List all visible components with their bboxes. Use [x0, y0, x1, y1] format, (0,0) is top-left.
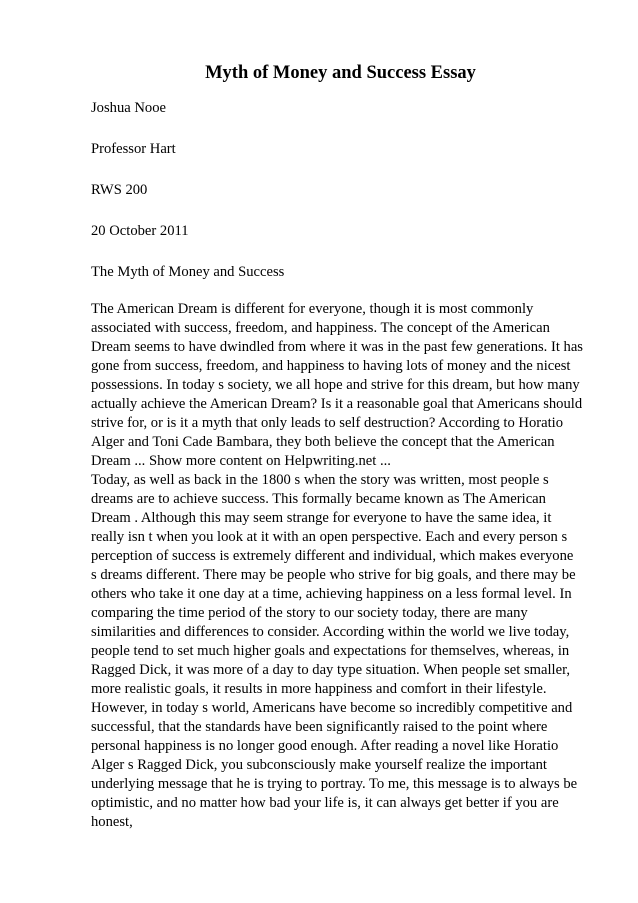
essay-line: possessions. In today s society, we all hope and strive for this dream, but how many — [91, 377, 580, 393]
essay-line: underlying message that he is trying to portray. To me, this message is to always be — [91, 776, 578, 792]
essay-line: more realistic goals, it results in more happiness and comfort in their lifestyle. — [91, 681, 547, 697]
essay-line: personal happiness is no longer good enough. After reading a novel like Horatio — [91, 738, 559, 754]
essay-line: perception of success is extremely different and individual, which makes everyone — [91, 548, 574, 564]
essay-body — [91, 300, 586, 832]
essay-line: strive for, or is it a myth that only leads to self destruction? According to Horatio — [91, 415, 563, 431]
essay-title: The Myth of Money and Success — [91, 264, 285, 280]
essay-line: associated with success, freedom, and happiness. The concept of the American — [91, 320, 550, 336]
author-name: Joshua Nooe — [91, 100, 166, 116]
essay-line: others who take it one day at a time, achieving happiness on a less formal level. In — [91, 586, 572, 602]
essay-line: comparing the time period of the story to our society today, there are many — [91, 605, 528, 621]
essay-line: actually achieve the American Dream? Is it a reasonable goal that Americans should — [91, 396, 583, 412]
essay-line: Ragged Dick, it was more of a day to day type situation. When people set smaller, — [91, 662, 570, 678]
essay-line: Dream . Although this may seem strange for everyone to have the same idea, it — [91, 510, 552, 526]
document-title: Myth of Money and Success Essay — [205, 63, 476, 83]
essay-date: 20 October 2011 — [91, 223, 189, 239]
essay-line: honest, — [91, 814, 133, 830]
essay-line: successful, that the standards have been significantly raised to the point where — [91, 719, 548, 735]
essay-line: dreams are to achieve success. This formally became known as The American — [91, 491, 546, 507]
essay-line: gone from success, freedom, and happiness to having lots of money and the nicest — [91, 358, 571, 374]
essay-line: really isn t when you look at it with an open perspective. Each and every person s — [91, 529, 568, 545]
essay-line: Alger s Ragged Dick, you subconsciously make yourself realize the important — [91, 757, 547, 773]
essay-line: The American Dream is different for everyone, though it is most commonly — [91, 301, 534, 317]
professor-name: Professor Hart — [91, 141, 176, 157]
essay-line: optimistic, and no matter how bad your life is, it can always get better if you are — [91, 795, 559, 811]
essay-line: Dream ... Show more content on Helpwriting.net ... — [91, 453, 391, 469]
course-code: RWS 200 — [91, 182, 148, 198]
essay-line: Alger and Toni Cade Bambara, they both believe the concept that the American — [91, 434, 555, 450]
essay-line: Today, as well as back in the 1800 s when the story was written, most people s — [91, 472, 549, 488]
essay-line: s dreams different. There may be people who strive for big goals, and there may be — [91, 567, 576, 583]
essay-line: people tend to set much higher goals and expectations for themselves, whereas, in — [91, 643, 570, 659]
essay-line: Dream seems to have dwindled from where it was in the past few generations. It has — [91, 339, 583, 355]
essay-line: similarities and differences to consider. According within the world we live today, — [91, 624, 570, 640]
essay-line: However, in today s world, Americans have become so incredibly competitive and — [91, 700, 573, 716]
